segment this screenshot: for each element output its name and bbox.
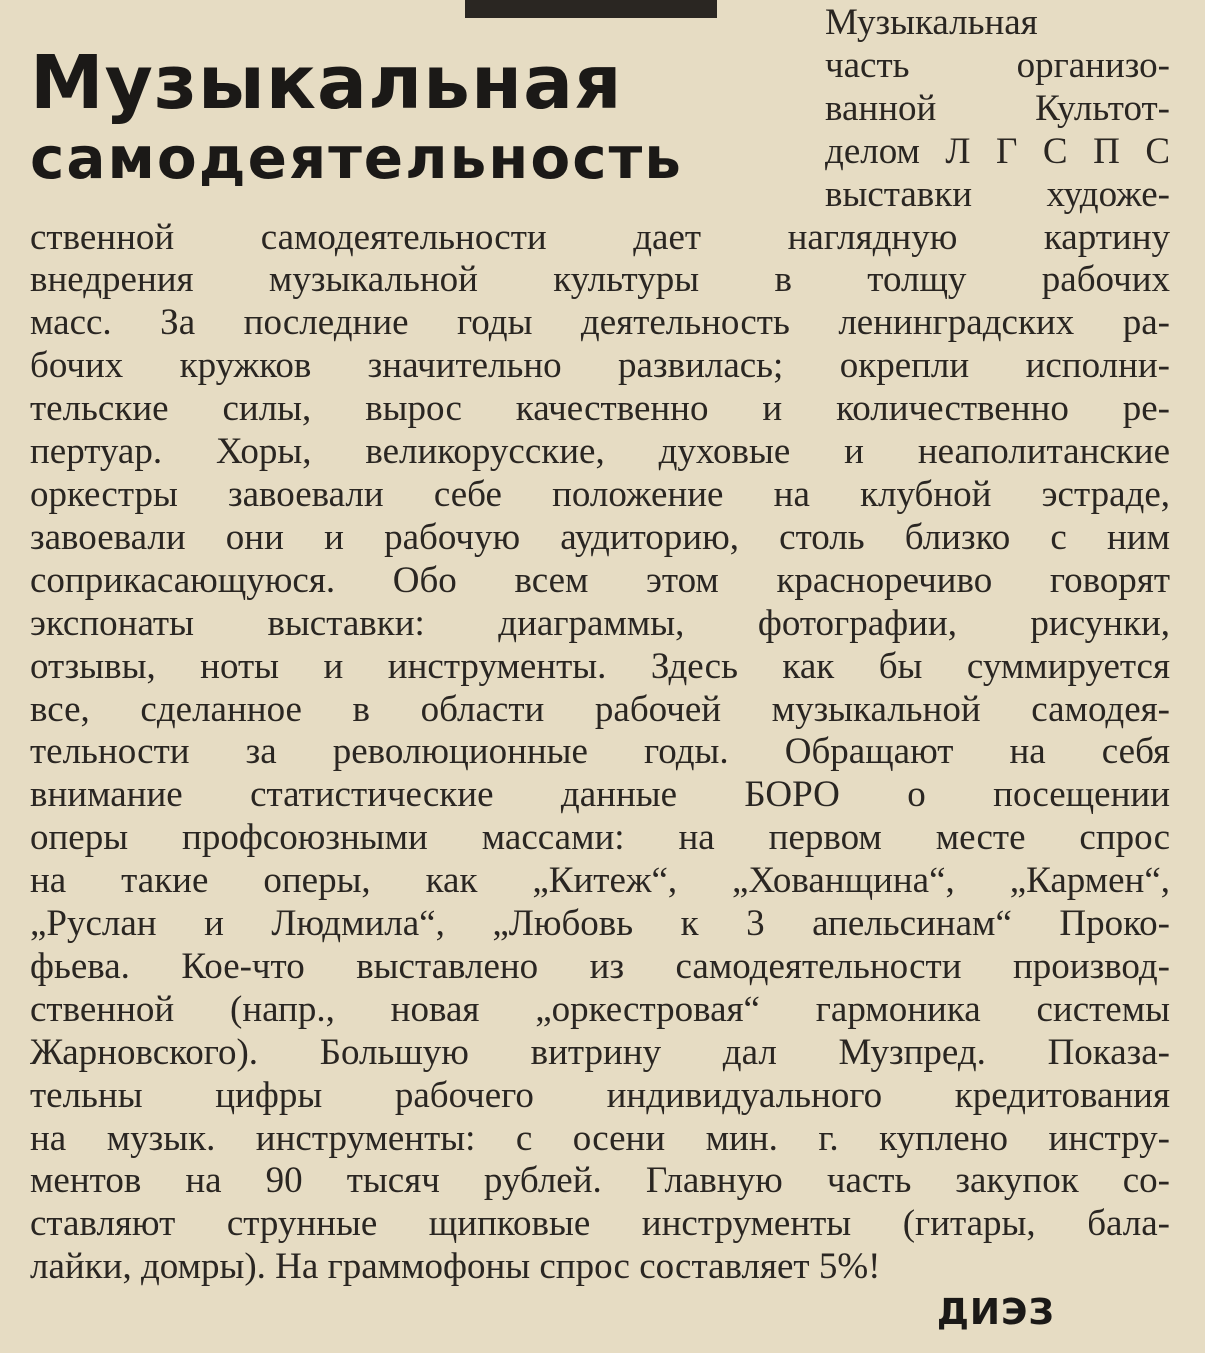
- article-line: „Руслан и Людмила“, „Любовь к 3 апельсинам“ Проко-: [30, 903, 1170, 945]
- article-line: лайки, домры). На граммофоны спрос составляет 5%!: [30, 1246, 881, 1288]
- article-line: тельны цифры рабочего индивидуального кредитования: [30, 1074, 1170, 1116]
- article-line: ментов на 90 тысяч рублей. Главную часть закупок со-: [30, 1160, 1170, 1202]
- headline-line-2: самодеятельность: [30, 124, 683, 192]
- article-line: Жарновского). Большую витрину дал Музпред. Показа-: [30, 1031, 1170, 1073]
- article-line: фьева. Кое-что выставлено из самодеятельности производ-: [30, 945, 1170, 987]
- article-line: выставки художе-: [825, 173, 1170, 215]
- article-line: экспонаты выставки: диаграммы, фотографии, рисунки,: [30, 602, 1170, 644]
- article-line: часть организо-: [825, 44, 1170, 86]
- article-line: ставляют струнные щипковые инструменты (гитары, бала-: [30, 1203, 1170, 1245]
- article-line: ственной (напр., новая „оркестровая“ гармоника системы: [30, 988, 1170, 1030]
- article-line: на такие оперы, как „Китеж“, „Хованщина“, „Кармен“,: [30, 860, 1170, 902]
- article-line: оркестры завоевали себе положение на клубной эстраде,: [30, 473, 1170, 515]
- article-line: ванной Культот-: [825, 87, 1170, 129]
- article-line: оперы профсоюзными массами: на первом месте спрос: [30, 817, 1170, 859]
- article-line: внимание статистические данные БОРО о посещении: [30, 774, 1170, 816]
- article-line: тельности за революционные годы. Обращают на себя: [30, 731, 1170, 773]
- article-line: Музыкальная: [825, 2, 1038, 43]
- article-line: ственной самодеятельности дает наглядную картину: [30, 216, 1170, 258]
- article-line: тельские силы, вырос качественно и количественно ре-: [30, 388, 1170, 430]
- article-line: делом Л Г С П С: [825, 130, 1170, 172]
- article-line: завоевали они и рабочую аудиторию, столь близко с ним: [30, 516, 1170, 558]
- article-line: соприкасающуюся. Обо всем этом красноречиво говорят: [30, 559, 1170, 601]
- article-line: пертуар. Хоры, великорусские, духовые и неаполитанские: [30, 431, 1170, 473]
- article-line: бочих кружков значительно развилась; окрепли исполни-: [30, 345, 1170, 387]
- article-line: на музык. инструменты: с осени мин. г. куплено инстру-: [30, 1117, 1170, 1159]
- article-line: масс. За последние годы деятельность ленинградских ра-: [30, 302, 1170, 344]
- headline-line-1: Музыкальная: [30, 40, 623, 126]
- article-line: внедрения музыкальной культуры в толщу рабочих: [30, 259, 1170, 301]
- article-body: [30, 2, 1170, 1289]
- article-line: отзывы, ноты и инструменты. Здесь как бы суммируется: [30, 645, 1170, 687]
- article-line: все, сделанное в области рабочей музыкальной самодея-: [30, 688, 1170, 730]
- author-signature: ДИЭЗ: [936, 1292, 1055, 1333]
